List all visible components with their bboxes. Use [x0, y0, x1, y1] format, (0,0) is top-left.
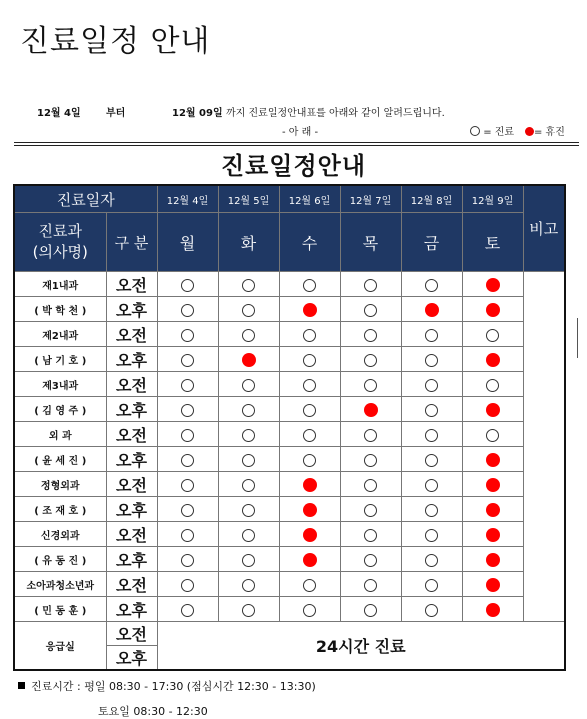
closed-dot-icon — [525, 127, 534, 136]
table-row — [14, 472, 565, 497]
table-row — [14, 397, 565, 422]
open-circle-icon — [303, 379, 316, 392]
schedule-cell — [340, 322, 401, 347]
closed-dot-icon — [486, 478, 500, 492]
schedule-cell — [462, 497, 523, 522]
period-cell: 오후 — [106, 547, 157, 572]
schedule-cell — [218, 322, 279, 347]
schedule-cell — [279, 297, 340, 322]
schedule-cell — [462, 397, 523, 422]
schedule-cell — [462, 522, 523, 547]
closed-dot-icon — [486, 603, 500, 617]
schedule-cell — [157, 272, 218, 297]
notice-message: 까지 진료일정안내표를 아래와 같이 알려드립니다. — [226, 108, 445, 119]
table-row — [14, 272, 565, 297]
open-circle-icon — [364, 529, 377, 542]
open-circle-icon — [242, 579, 255, 592]
header-date: 12월 5일 — [218, 185, 279, 213]
open-circle-icon — [303, 279, 316, 292]
schedule-cell — [279, 597, 340, 622]
schedule-cell — [218, 522, 279, 547]
open-circle-icon — [242, 554, 255, 567]
schedule-cell — [157, 522, 218, 547]
closed-dot-icon — [303, 303, 317, 317]
open-circle-icon — [425, 329, 438, 342]
dept-name: 신경외과 — [14, 522, 106, 547]
header-day: 목 — [340, 213, 401, 272]
open-circle-icon — [425, 354, 438, 367]
table-title: 진료일정안내 — [220, 152, 367, 180]
period-cell: 오후 — [106, 397, 157, 422]
open-circle-icon — [425, 479, 438, 492]
open-circle-icon — [486, 429, 499, 442]
header-date: 12월 7일 — [340, 185, 401, 213]
schedule-cell — [462, 572, 523, 597]
schedule-cell — [340, 447, 401, 472]
period-cell: 오전 — [106, 522, 157, 547]
schedule-cell — [218, 347, 279, 372]
period-cell: 오후 — [106, 597, 157, 622]
closed-dot-icon — [303, 553, 317, 567]
open-circle-icon — [181, 329, 194, 342]
notice-below: - 아 래 - — [282, 127, 319, 138]
schedule-cell — [218, 497, 279, 522]
schedule-cell — [279, 572, 340, 597]
schedule-cell — [462, 422, 523, 447]
footer-hours: 진료시간 : 평일 08:30 - 17:30 (점심시간 12:30 - 13:30) — [18, 678, 316, 694]
schedule-cell — [401, 447, 462, 472]
closed-dot-icon — [486, 503, 500, 517]
open-circle-icon — [364, 579, 377, 592]
open-circle-icon — [242, 504, 255, 517]
schedule-cell — [401, 572, 462, 597]
schedule-cell — [340, 522, 401, 547]
remarks-cell — [523, 272, 565, 622]
schedule-cell — [462, 597, 523, 622]
open-circle-icon — [364, 329, 377, 342]
schedule-cell — [218, 297, 279, 322]
open-circle-icon — [242, 304, 255, 317]
schedule-cell — [157, 372, 218, 397]
closed-dot-icon — [486, 278, 500, 292]
schedule-cell — [401, 397, 462, 422]
period-cell: 오전 — [106, 572, 157, 597]
legend-open: = 진료 — [470, 123, 514, 138]
open-circle-icon — [425, 554, 438, 567]
schedule-cell — [462, 472, 523, 497]
period-cell: 오전 — [106, 372, 157, 397]
closed-dot-icon — [486, 528, 500, 542]
schedule-cell — [401, 297, 462, 322]
table-row — [14, 422, 565, 447]
open-circle-icon — [181, 579, 194, 592]
open-circle-icon — [364, 304, 377, 317]
open-circle-icon — [242, 279, 255, 292]
header-day: 수 — [279, 213, 340, 272]
open-circle-icon — [181, 479, 194, 492]
schedule-cell — [157, 547, 218, 572]
schedule-cell — [279, 347, 340, 372]
open-circle-icon — [181, 529, 194, 542]
open-circle-icon — [303, 354, 316, 367]
schedule-cell — [340, 572, 401, 597]
schedule-cell — [157, 472, 218, 497]
dept-name: 재1내과 — [14, 272, 106, 297]
open-circle-icon — [364, 454, 377, 467]
open-circle-icon — [181, 379, 194, 392]
closed-dot-icon — [486, 403, 500, 417]
schedule-cell — [462, 347, 523, 372]
schedule-cell — [279, 522, 340, 547]
schedule-cell — [462, 272, 523, 297]
schedule-cell — [279, 422, 340, 447]
schedule-cell — [279, 322, 340, 347]
open-circle-icon — [425, 604, 438, 617]
schedule-cell — [462, 297, 523, 322]
schedule-cell — [340, 347, 401, 372]
legend-closed: = 휴진 — [525, 123, 565, 138]
schedule-cell — [340, 547, 401, 572]
closed-dot-icon — [425, 303, 439, 317]
closed-dot-icon — [486, 453, 500, 467]
schedule-cell — [340, 422, 401, 447]
open-circle-icon — [470, 126, 480, 136]
open-circle-icon — [181, 404, 194, 417]
table-row — [14, 572, 565, 597]
divider — [577, 318, 578, 358]
schedule-cell — [279, 447, 340, 472]
schedule-cell — [340, 497, 401, 522]
open-circle-icon — [364, 554, 377, 567]
schedule-cell — [157, 422, 218, 447]
period-cell: 오전 — [106, 422, 157, 447]
open-circle-icon — [181, 429, 194, 442]
dept-name: 제2내과 — [14, 322, 106, 347]
schedule-cell — [218, 572, 279, 597]
schedule-table — [13, 184, 566, 671]
open-circle-icon — [303, 329, 316, 342]
dept-name: 제3내과 — [14, 372, 106, 397]
table-row — [14, 522, 565, 547]
schedule-cell — [340, 297, 401, 322]
header-day: 월 — [157, 213, 218, 272]
dept-name: 외 과 — [14, 422, 106, 447]
notice-start-date: 12월 4일 — [37, 108, 81, 119]
closed-dot-icon — [364, 403, 378, 417]
schedule-cell — [401, 547, 462, 572]
open-circle-icon — [425, 529, 438, 542]
dept-name: ( 윤 세 진 ) — [14, 447, 106, 472]
open-circle-icon — [242, 429, 255, 442]
open-circle-icon — [242, 529, 255, 542]
schedule-cell — [218, 397, 279, 422]
header-period-label: 구 분 — [106, 213, 157, 272]
dept-name: 소아과청소년과 — [14, 572, 106, 597]
open-circle-icon — [242, 404, 255, 417]
schedule-cell — [279, 397, 340, 422]
table-row — [14, 347, 565, 372]
open-circle-icon — [242, 379, 255, 392]
schedule-cell — [157, 572, 218, 597]
schedule-cell — [157, 297, 218, 322]
schedule-cell — [218, 447, 279, 472]
open-circle-icon — [303, 429, 316, 442]
open-circle-icon — [303, 404, 316, 417]
schedule-cell — [157, 497, 218, 522]
open-circle-icon — [303, 604, 316, 617]
schedule-cell — [462, 372, 523, 397]
header-remarks: 비고 — [523, 185, 565, 272]
table-row — [14, 297, 565, 322]
table-row — [14, 372, 565, 397]
closed-dot-icon — [242, 353, 256, 367]
closed-dot-icon — [303, 478, 317, 492]
schedule-cell — [401, 497, 462, 522]
schedule-cell — [340, 272, 401, 297]
closed-dot-icon — [303, 503, 317, 517]
page-title: 진료일정 안내 — [20, 24, 211, 59]
schedule-cell — [218, 372, 279, 397]
period-cell: 오전 — [106, 322, 157, 347]
schedule-cell — [279, 472, 340, 497]
open-circle-icon — [181, 604, 194, 617]
header-dept-label: 진료과 (의사명) — [14, 213, 106, 272]
bullet-square-icon — [18, 682, 25, 689]
table-row — [14, 622, 565, 646]
schedule-cell — [157, 347, 218, 372]
dept-name: ( 유 동 진 ) — [14, 547, 106, 572]
schedule-cell — [157, 322, 218, 347]
period-cell: 오후 — [106, 497, 157, 522]
schedule-cell — [401, 597, 462, 622]
schedule-cell — [401, 322, 462, 347]
schedule-cell — [340, 372, 401, 397]
open-circle-icon — [425, 404, 438, 417]
schedule-cell — [157, 397, 218, 422]
schedule-cell — [340, 472, 401, 497]
dept-name: ( 김 영 주 ) — [14, 397, 106, 422]
table-row — [14, 447, 565, 472]
schedule-cell — [401, 372, 462, 397]
open-circle-icon — [242, 604, 255, 617]
open-circle-icon — [364, 279, 377, 292]
dept-name: ( 남 기 호 ) — [14, 347, 106, 372]
schedule-cell — [218, 422, 279, 447]
schedule-cell — [462, 547, 523, 572]
header-date-label: 진료일자 — [14, 185, 157, 213]
schedule-cell — [340, 597, 401, 622]
open-circle-icon — [425, 504, 438, 517]
period-cell: 오후 — [106, 447, 157, 472]
schedule-cell — [401, 472, 462, 497]
schedule-cell — [401, 272, 462, 297]
open-circle-icon — [364, 429, 377, 442]
schedule-cell — [279, 272, 340, 297]
table-row — [14, 497, 565, 522]
schedule-cell — [279, 547, 340, 572]
schedule-cell — [218, 597, 279, 622]
open-circle-icon — [181, 304, 194, 317]
footer-saturday: 토요일 08:30 - 12:30 — [98, 705, 208, 718]
open-circle-icon — [181, 279, 194, 292]
schedule-cell — [218, 547, 279, 572]
open-circle-icon — [242, 479, 255, 492]
header-day: 금 — [401, 213, 462, 272]
table-row — [14, 597, 565, 622]
closed-dot-icon — [486, 553, 500, 567]
table-row — [14, 322, 565, 347]
schedule-cell — [401, 347, 462, 372]
table-row — [14, 547, 565, 572]
schedule-cell — [401, 422, 462, 447]
header-day: 화 — [218, 213, 279, 272]
period-cell: 오후 — [106, 646, 157, 671]
open-circle-icon — [181, 454, 194, 467]
dept-name: ( 민 동 훈 ) — [14, 597, 106, 622]
open-circle-icon — [303, 579, 316, 592]
period-cell: 오전 — [106, 622, 157, 646]
schedule-cell — [157, 447, 218, 472]
open-circle-icon — [364, 354, 377, 367]
open-circle-icon — [181, 554, 194, 567]
schedule-cell — [279, 497, 340, 522]
emergency-name: 응급실 — [14, 622, 106, 671]
schedule-cell — [157, 597, 218, 622]
open-circle-icon — [364, 379, 377, 392]
divider — [14, 142, 579, 143]
schedule-cell — [218, 272, 279, 297]
closed-dot-icon — [486, 353, 500, 367]
period-cell: 오후 — [106, 347, 157, 372]
notice-from: 부터 — [106, 108, 126, 119]
open-circle-icon — [425, 379, 438, 392]
period-cell: 오후 — [106, 297, 157, 322]
header-date: 12월 6일 — [279, 185, 340, 213]
open-circle-icon — [486, 379, 499, 392]
schedule-cell — [401, 522, 462, 547]
open-circle-icon — [242, 329, 255, 342]
closed-dot-icon — [486, 578, 500, 592]
schedule-cell — [218, 472, 279, 497]
schedule-cell — [462, 322, 523, 347]
notice-line — [0, 97, 587, 147]
open-circle-icon — [303, 454, 316, 467]
open-circle-icon — [425, 429, 438, 442]
schedule-cell — [340, 397, 401, 422]
period-cell: 오전 — [106, 272, 157, 297]
open-circle-icon — [425, 579, 438, 592]
open-circle-icon — [425, 279, 438, 292]
open-circle-icon — [364, 479, 377, 492]
closed-dot-icon — [486, 303, 500, 317]
dept-name: ( 조 재 호 ) — [14, 497, 106, 522]
dept-name: ( 박 학 천 ) — [14, 297, 106, 322]
schedule-cell — [279, 372, 340, 397]
open-circle-icon — [181, 354, 194, 367]
notice-end-date: 12월 09일 — [172, 108, 223, 119]
open-circle-icon — [364, 504, 377, 517]
dept-name: 정형외과 — [14, 472, 106, 497]
header-date: 12월 9일 — [462, 185, 523, 213]
header-date: 12월 8일 — [401, 185, 462, 213]
emergency-text: 24시간 진료 — [157, 622, 565, 671]
open-circle-icon — [486, 329, 499, 342]
header-date: 12월 4일 — [157, 185, 218, 213]
period-cell: 오전 — [106, 472, 157, 497]
open-circle-icon — [242, 454, 255, 467]
closed-dot-icon — [303, 528, 317, 542]
open-circle-icon — [425, 454, 438, 467]
schedule-cell — [462, 447, 523, 472]
header-day: 토 — [462, 213, 523, 272]
open-circle-icon — [364, 604, 377, 617]
open-circle-icon — [181, 504, 194, 517]
